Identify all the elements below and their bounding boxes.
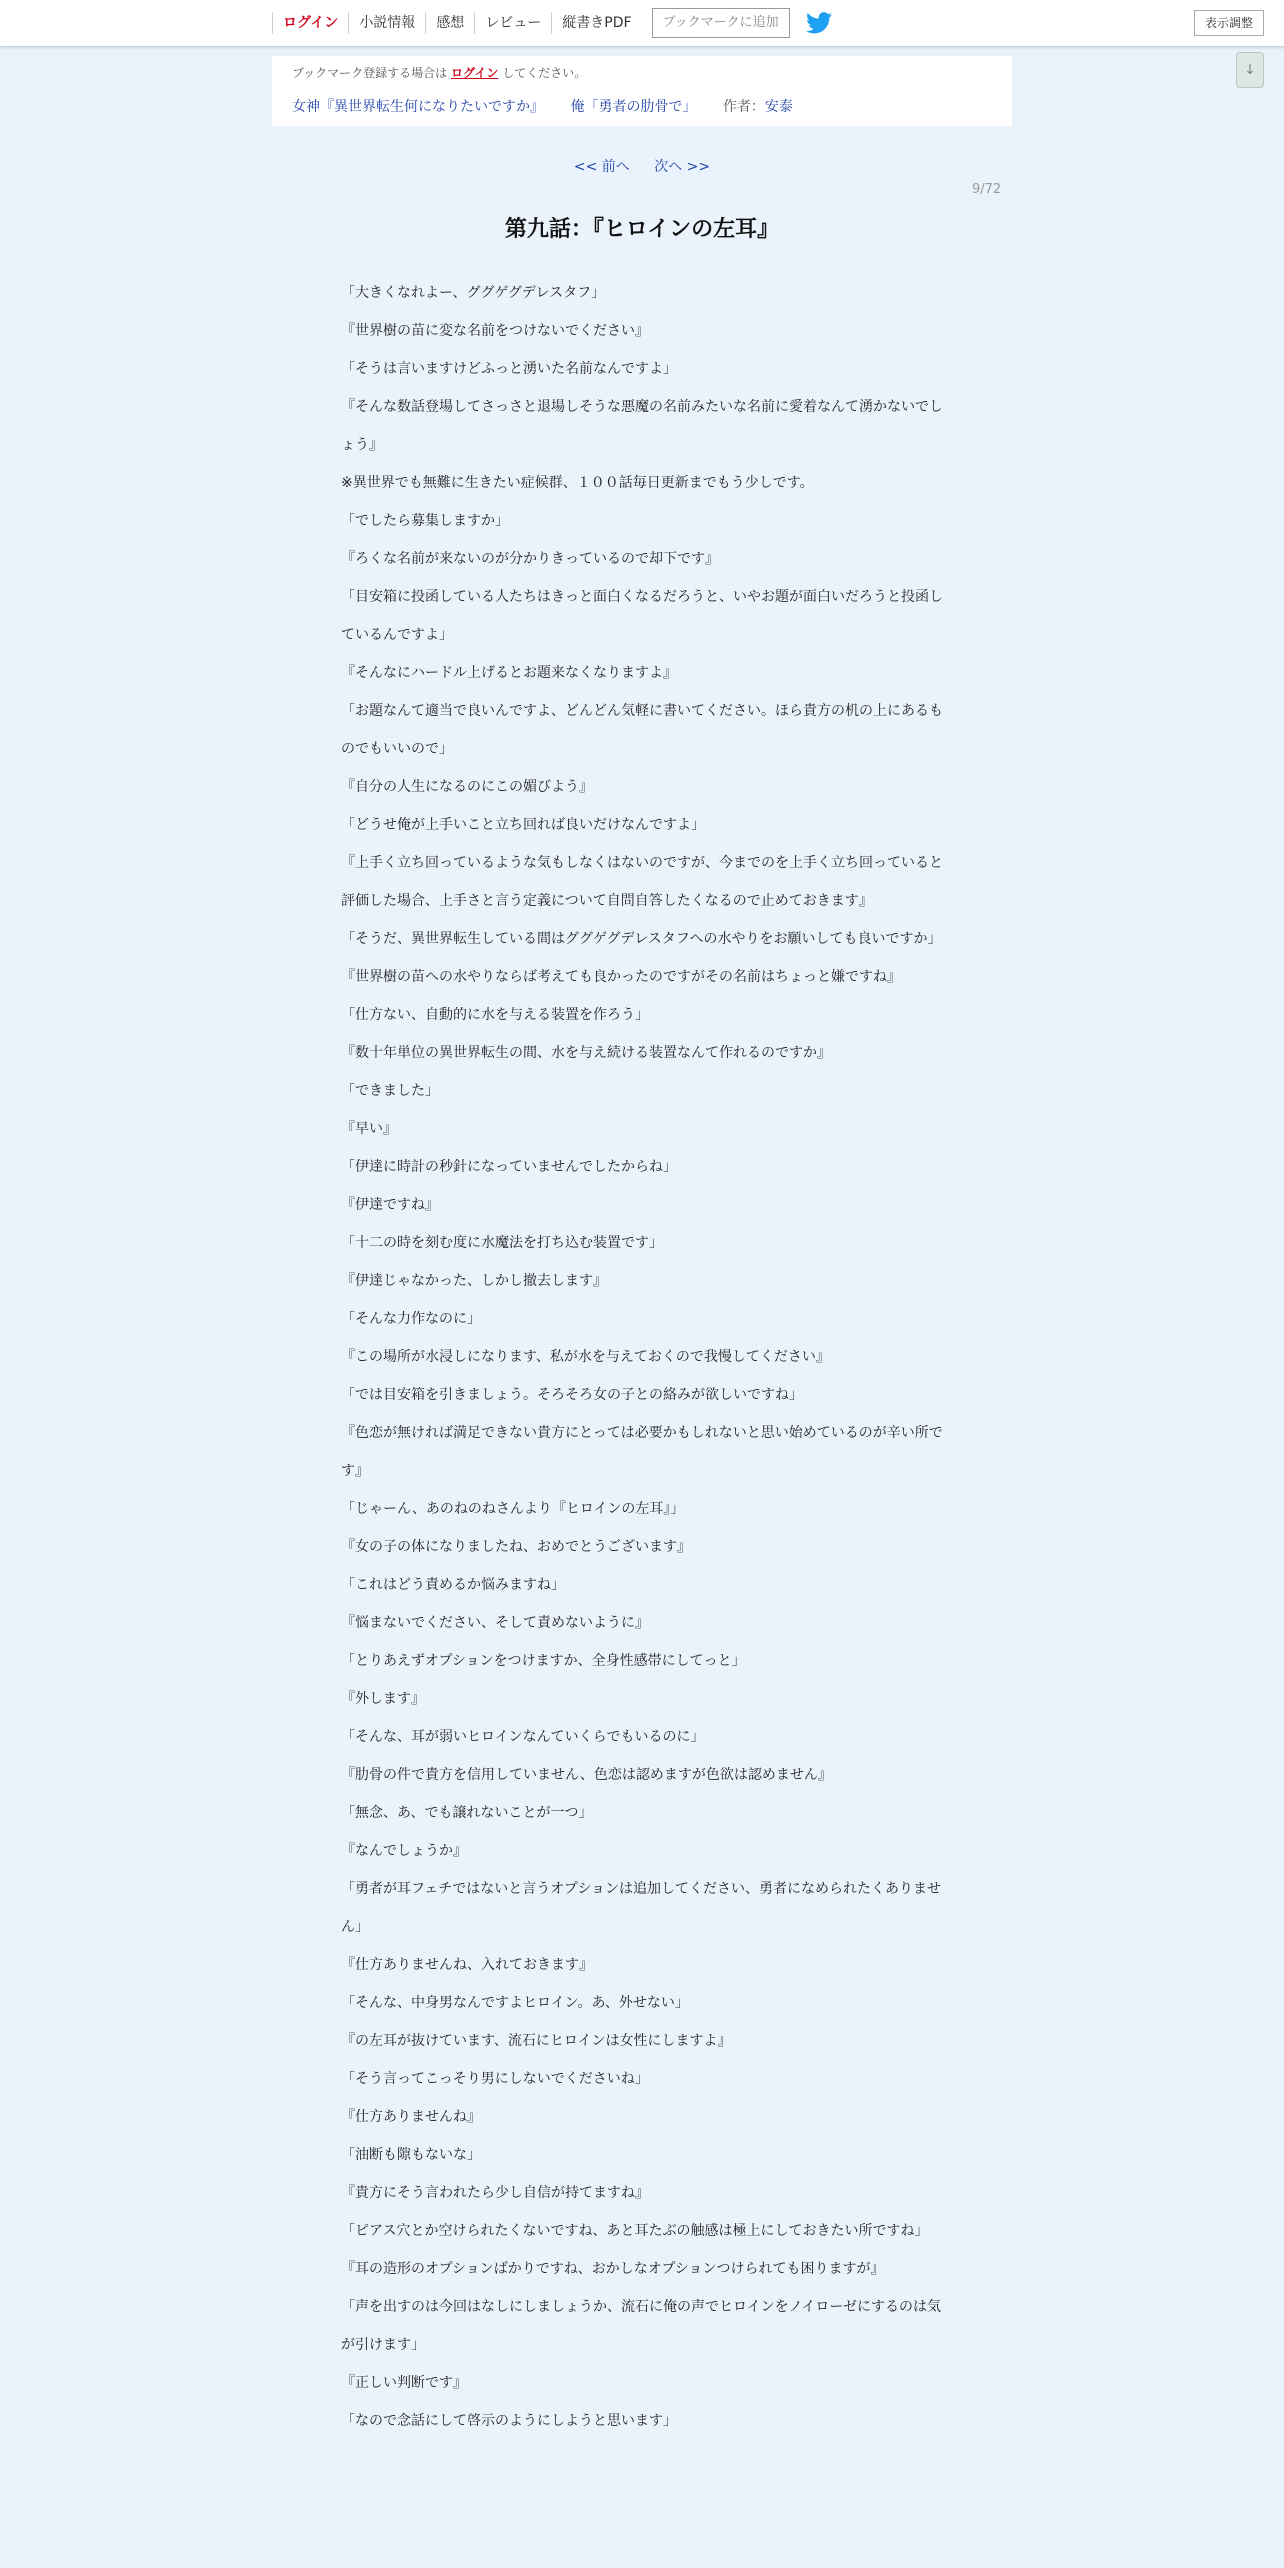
- body-line: 『自分の人生になるのにこの媚びよう』: [341, 779, 593, 795]
- body-line: 『正しい判断です』: [341, 2375, 467, 2391]
- chapter-pager: [0, 156, 1284, 176]
- body-line: 「そんな力作なのに」: [341, 1311, 481, 1327]
- author-label: 作者：: [722, 99, 765, 115]
- chapter-title: 第九話：『ヒロインの左耳』: [504, 217, 780, 242]
- body-line: 「お題なんて適当で良いんですよ、どんどん気軽に書いてください。ほら貴方の机の上にあるものでもいいので」: [341, 703, 943, 757]
- scroll-down-button[interactable]: ↓: [1236, 52, 1264, 88]
- nav-novel-info-link[interactable]: 小説情報: [348, 12, 425, 34]
- body-line: 「無念、あ、でも譲れないことが一つ」: [341, 1805, 593, 1821]
- body-line: 『世界樹の苗への水やりならば考えても良かったのですがその名前はちょっと嫌ですね』: [341, 969, 901, 985]
- body-line: 『悩まないでください、そして責めないように』: [341, 1615, 649, 1631]
- body-line: 『女の子の体になりましたね、おめでとうございます』: [341, 1539, 691, 1555]
- body-line: 『伊達ですね』: [341, 1197, 439, 1213]
- body-line: 『そんな数話登場してさっさと退場しそうな悪魔の名前みたいな名前に愛着なんて湧かないでしょう』: [341, 399, 943, 453]
- body-line: 「大きくなれよー、ググゲグデレスタフ」: [341, 285, 606, 301]
- bookmark-notice: [292, 64, 586, 81]
- body-line: 『なんでしょうか』: [341, 1843, 467, 1859]
- body-line: 「そうだ、異世界転生している間はググゲグデレスタフへの水やりをお願いしても良いですか」: [341, 931, 942, 947]
- body-line: 「そんな、中身男なんですよヒロイン。あ、外せない」: [341, 1995, 689, 2011]
- body-line: 『仕方ありませんね』: [341, 2109, 481, 2125]
- top-bar: [0, 0, 1284, 47]
- body-line: 「油断も隙もないな」: [341, 2147, 481, 2163]
- body-line: 「できました」: [341, 1083, 439, 1099]
- body-line: 「目安箱に投函している人たちはきっと面白くなるだろうと、いやお題が面白いだろうと投函しているんですよ」: [341, 589, 943, 643]
- body-line: 「勇者が耳フェチではないと言うオプションは追加してください、勇者になめられたくありません」: [341, 1881, 942, 1935]
- body-line: 「でしたら募集しますか」: [341, 513, 509, 529]
- body-line: 「なので念話にして啓示のようにしようと思います」: [341, 2413, 677, 2429]
- body-line: 『伊達じゃなかった、しかし撤去します』: [341, 1273, 607, 1289]
- body-line: ※異世界でも無難に生きたい症候群、１００話毎日更新までもう少しです。: [341, 475, 814, 491]
- body-line: 「伊達に時計の秒針になっていませんでしたからね」: [341, 1159, 677, 1175]
- body-line: 『ろくな名前が来ないのが分かりきっているので却下です』: [341, 551, 719, 567]
- twitter-bird-icon[interactable]: [806, 12, 832, 34]
- body-line: 「では目安箱を引きましょう。そろそろ女の子との絡みが欲しいですね」: [341, 1387, 803, 1403]
- info-box: [272, 56, 1012, 126]
- nav-login-link[interactable]: ログイン: [272, 12, 348, 34]
- chapter-body: [341, 274, 945, 2440]
- add-bookmark-button[interactable]: ブックマークに追加: [652, 8, 790, 38]
- next-chapter-link[interactable]: 次へ >>: [654, 159, 711, 175]
- author-link[interactable]: 安泰: [764, 99, 793, 115]
- body-line: 「そう言ってこっそり男にしないでくださいね」: [341, 2071, 649, 2087]
- top-nav: [272, 0, 832, 46]
- body-line: 『世界樹の苗に変な名前をつけないでください』: [341, 323, 649, 339]
- body-line: 『の左耳が抜けています、流石にヒロインは女性にしますよ』: [341, 2033, 732, 2049]
- body-line: 「そうは言いますけどふっと湧いた名前なんですよ」: [341, 361, 677, 377]
- body-line: 『上手く立ち回っているような気もしなくはないのですが、今までのを上手く立ち回っていると評価した場合、上手さと言う定義について自問自答したくなるので止めておきます』: [341, 855, 943, 909]
- body-line: 「とりあえずオプションをつけますか、全身性感帯にしてっと」: [341, 1653, 746, 1669]
- body-line: 「十二の時を刻む度に水魔法を打ち込む装置です」: [341, 1235, 663, 1251]
- body-line: 『この場所が水浸しになります、私が水を与えておくので我慢してください』: [341, 1349, 830, 1365]
- notice-suffix: してください。: [502, 66, 587, 80]
- body-line: 「ピアス穴とか空けられたくないですね、あと耳たぶの触感は極上にしておきたい所ですね」: [341, 2223, 929, 2239]
- body-line: 『早い』: [341, 1121, 397, 1137]
- body-line: 「じゃーん、あのねのねさんより『ヒロインの左耳』」: [341, 1501, 685, 1517]
- notice-login-link[interactable]: ログイン: [451, 66, 499, 80]
- body-line: 『そんなにハードル上げるとお題来なくなりますよ』: [341, 665, 677, 681]
- body-line: 「声を出すのは今回はなしにしましょうか、流石に俺の声でヒロインをノイローゼにするのは気が引けます」: [341, 2299, 942, 2353]
- body-line: 『肋骨の件で貴方を信用していません、色恋は認めますが色欲は認めません』: [341, 1767, 832, 1783]
- body-line: 『数十年単位の異世界転生の間、水を与え続ける装置なんて作れるのですか』: [341, 1045, 831, 1061]
- body-line: 『貴方にそう言われたら少し自信が持てますね』: [341, 2185, 649, 2201]
- body-line: 「そんな、耳が弱いヒロインなんていくらでもいるのに」: [341, 1729, 705, 1745]
- work-titles: [292, 96, 793, 116]
- body-line: 『耳の造形のオプションばかりですね、おかしなオプションつけられても困りますが』: [341, 2261, 885, 2277]
- body-line: 「仕方ない、自動的に水を与える装置を作ろう」: [341, 1007, 649, 1023]
- prev-chapter-link[interactable]: << 前へ: [573, 159, 630, 175]
- body-line: 「これはどう責めるか悩みますね」: [341, 1577, 565, 1593]
- page-count: 9/72: [972, 182, 1002, 197]
- body-line: 『色恋が無ければ満足できない貴方にとっては必要かもしれないと思い始めているのが辛い所です』: [341, 1425, 943, 1479]
- work-title-link-1[interactable]: 女神『異世界転生何になりたいですか』: [292, 99, 544, 115]
- body-line: 『外します』: [341, 1691, 425, 1707]
- display-settings-button[interactable]: 表示調整: [1194, 10, 1264, 36]
- nav-vertical-pdf-link[interactable]: 縦書きPDF: [551, 12, 641, 34]
- body-line: 「どうせ俺が上手いこと立ち回れば良いだけなんですよ」: [341, 817, 705, 833]
- body-line: 『仕方ありませんね、入れておきます』: [341, 1957, 593, 1973]
- work-title-link-2[interactable]: 俺「勇者の肋骨で」: [570, 99, 697, 115]
- nav-review-link[interactable]: レビュー: [474, 12, 551, 34]
- notice-prefix: ブックマーク登録する場合は: [292, 66, 448, 80]
- nav-impressions-link[interactable]: 感想: [425, 12, 474, 34]
